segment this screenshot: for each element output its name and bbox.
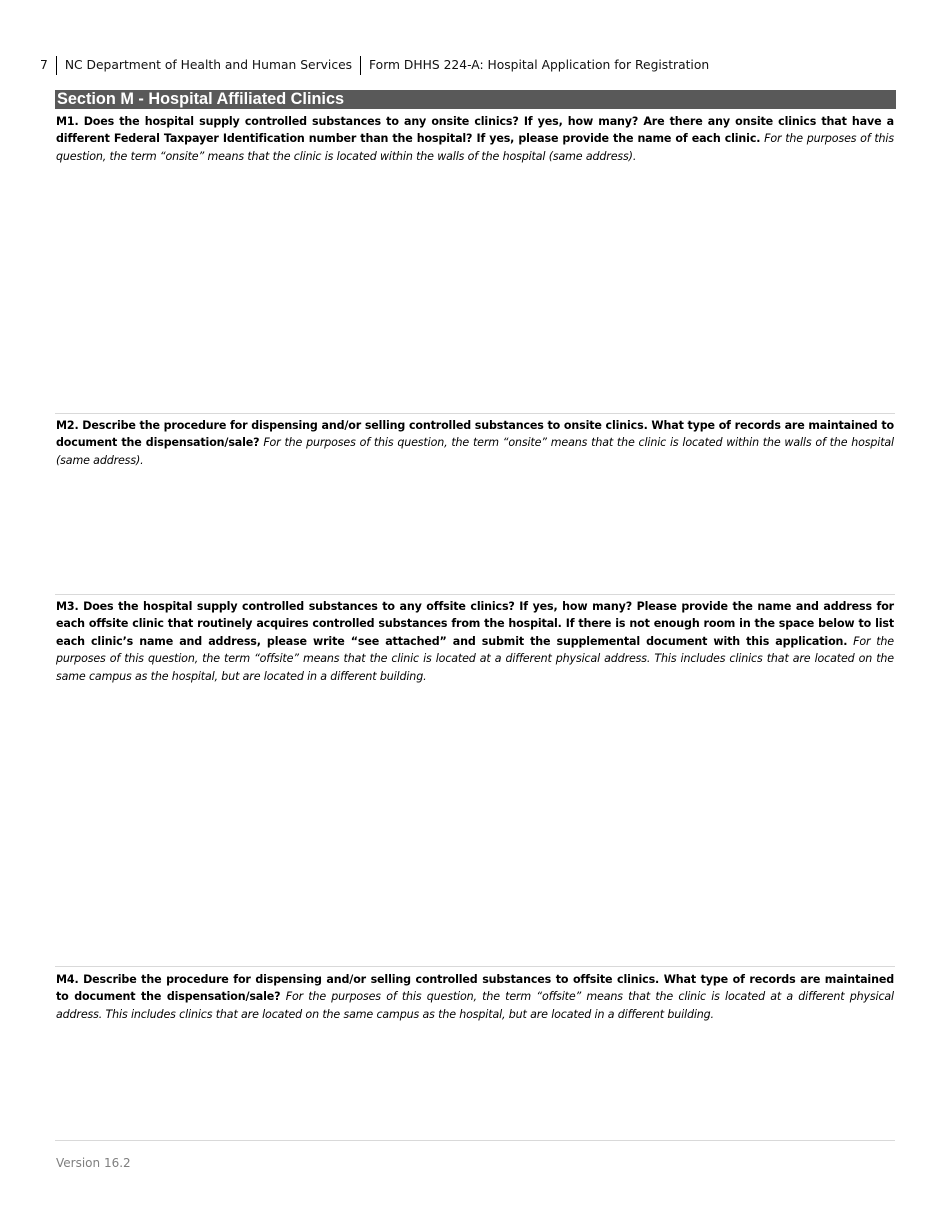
answer-area-m3-divider (55, 966, 895, 967)
answer-area-m1-divider (55, 413, 895, 414)
department-name: NC Department of Health and Human Services (64, 58, 353, 72)
question-m4 (56, 971, 894, 1023)
question-m2-text: M2. Describe the procedure for dispensing and/or selling controlled substances to onsite clinics. What type of records are maintained to document the dispensation/sale? (56, 419, 894, 450)
question-m2 (56, 417, 894, 469)
question-m4-note: For the purposes of this question, the term “offsite” means that the clinic is located at a different physical address. This includes clinics that are located on the same campus as the hospital, but are located in a different building. (56, 990, 894, 1021)
question-m3 (56, 598, 894, 685)
footer-divider (55, 1140, 895, 1141)
question-m1-note: For the purposes of this question, the term “onsite” means that the clinic is located within the walls of the hospital (same address). (56, 132, 894, 163)
question-m1-text: M1. Does the hospital supply controlled substances to any onsite clinics? If yes, how many? Are there any onsite clinics that have a different Federal Taxpayer Identification number than the hospital? If yes, please provide the name of each clinic. (56, 115, 894, 146)
question-m4-text: M4. Describe the procedure for dispensing and/or selling controlled substances to offsite clinics. What type of records are maintained to document the dispensation/sale? (56, 973, 894, 1004)
section-title: Section M - Hospital Affiliated Clinics (55, 90, 896, 109)
question-m1 (56, 113, 894, 165)
page-header (40, 56, 709, 74)
header-separator (360, 56, 361, 75)
header-separator (56, 56, 57, 75)
question-m2-note: For the purposes of this question, the term “onsite” means that the clinic is located within the walls of the hospital (same address). (56, 436, 894, 467)
page-number: 7 (40, 58, 48, 72)
answer-area-m2-divider (55, 594, 895, 595)
question-m3-text: M3. Does the hospital supply controlled substances to any offsite clinics? If yes, how many? Please provide the name and address for each offsite clinic that routinely acquires controlled substances from the hospital. If there is not enough room in the space below to list each clinic’s name and address, please write “see attached” and submit the supplemental document with this application. (56, 600, 894, 648)
question-m3-note: For the purposes of this question, the term “offsite” means that the clinic is located at a different physical address. This includes clinics that are located on the same campus as the hospital, but are located in a different building. (56, 634, 894, 683)
form-title: Form DHHS 224-A: Hospital Application for Registration (369, 58, 710, 72)
version-label: Version 16.2 (56, 1156, 131, 1170)
